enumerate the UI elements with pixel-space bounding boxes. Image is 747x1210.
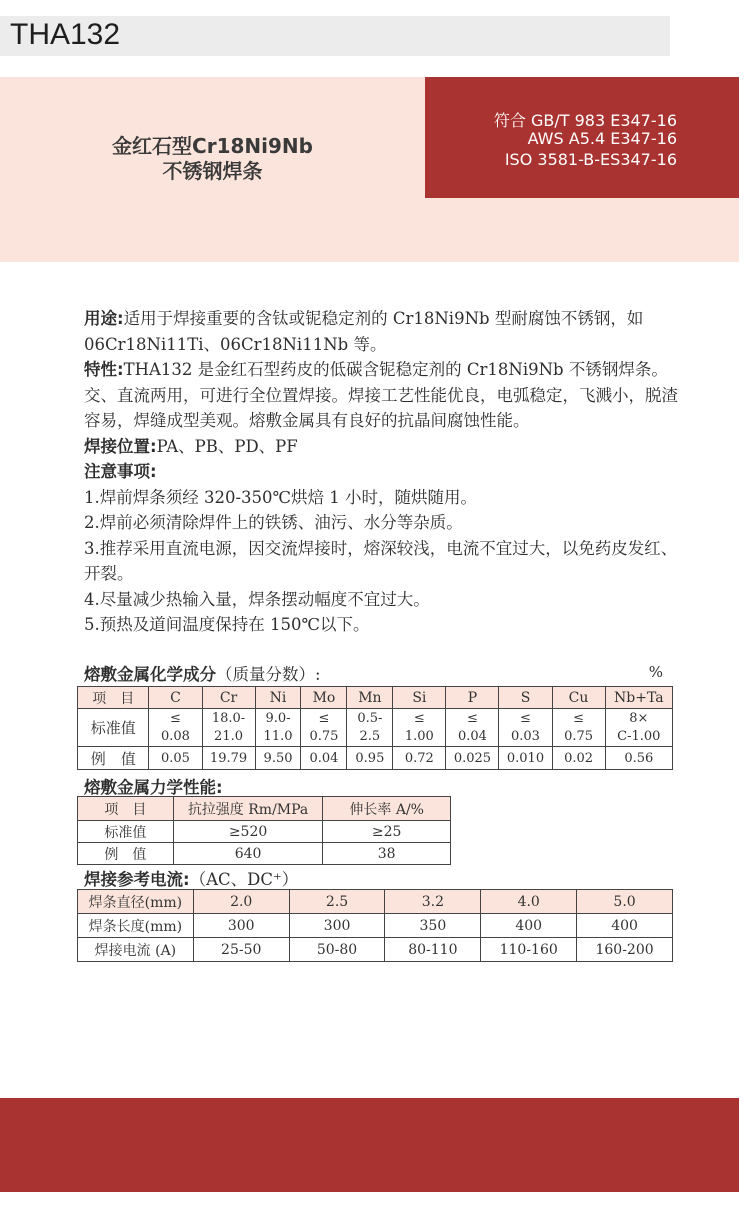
current-cell: 300 [193,914,289,938]
standard-bottom-cell: 0.03 [499,728,552,747]
standard-iso: ISO 3581-B-ES347-16 [504,150,677,169]
example-cell: 0.72 [393,747,446,770]
current-header-cell: 2.0 [193,890,289,914]
current-header-cell: 焊条直径(mm) [78,890,194,914]
current-title: 焊接参考电流: [84,870,190,889]
mechanical-cell: 38 [323,843,451,865]
current-header-row [78,890,673,914]
example-cell: 0.95 [347,747,393,770]
description-block [84,306,684,638]
chemical-standard-row-bottom [78,728,673,747]
chemical-example-row [78,747,673,770]
current-row [78,938,673,962]
chemical-header-cell: Mo [301,687,347,709]
product-name-line2: 不锈钢焊条 [162,159,263,183]
mechanical-header-cell: 伸长率 A/% [323,797,451,821]
mechanical-row [78,821,451,843]
standard-top-cell: 0.5- [347,709,393,728]
standard-bottom-cell: 0.75 [552,728,605,747]
mechanical-title: 熔敷金属力学性能: [84,778,223,797]
current-cell: 350 [385,914,481,938]
chemical-table [77,686,673,770]
current-cell: 300 [289,914,385,938]
percent-unit: % [648,663,663,681]
note-item: 4.尽量减少热输入量，焊条摆动幅度不宜过大。 [84,589,430,609]
mechanical-cell: 例 值 [78,843,174,865]
mechanical-section-title [84,774,223,798]
title-bar [0,16,670,56]
chemical-header-cell: 项 目 [78,687,149,709]
current-table [77,889,673,962]
current-cell: 焊条长度(mm) [78,914,194,938]
current-header-cell: 4.0 [481,890,577,914]
example-cell: 0.02 [552,747,605,770]
standard-label-cell: 标准值 [78,709,149,747]
mechanical-row [78,843,451,865]
chemical-header-cell: P [446,687,499,709]
standard-top-cell: 18.0- [202,709,255,728]
chemical-header-cell: Nb+Ta [605,687,672,709]
standard-top-cell: 8× [605,709,672,728]
chemical-header-cell: C [149,687,202,709]
current-cell: 80-110 [385,938,481,962]
chemical-section-title [84,661,321,685]
standard-bottom-cell: C-1.00 [605,728,672,747]
current-cell: 400 [577,914,673,938]
standards-box [425,77,739,198]
example-cell: 9.50 [255,747,301,770]
chemical-header-row [78,687,673,709]
standard-aws: AWS A5.4 E347-16 [527,129,677,148]
mechanical-header-cell: 项 目 [78,797,174,821]
standard-bottom-cell: 0.75 [301,728,347,747]
current-header-cell: 5.0 [577,890,673,914]
footer-band [0,1098,739,1192]
mechanical-cell: 标准值 [78,821,174,843]
mechanical-header-cell: 抗拉强度 Rm/MPa [173,797,323,821]
example-cell: 0.04 [301,747,347,770]
note-item: 1.焊前焊条须经 320-350℃烘焙 1 小时，随烘随用。 [84,487,477,507]
current-cell: 110-160 [481,938,577,962]
chemical-title: 熔敷金属化学成分 [84,665,216,684]
example-cell: 0.025 [446,747,499,770]
positions-paragraph [84,434,684,460]
current-cell: 25-50 [193,938,289,962]
current-cell: 50-80 [289,938,385,962]
chemical-subtitle: （质量分数）: [216,665,321,684]
standard-top-cell: ≤ [552,709,605,728]
chemical-header-cell: Cr [202,687,255,709]
mechanical-cell: ≥520 [173,821,323,843]
notes-label: 注意事项: [84,462,157,481]
current-subtitle: （AC、DC⁺） [189,870,299,889]
current-header-cell: 2.5 [289,890,385,914]
note-item: 5.预热及道间温度保持在 150℃以下。 [84,615,370,634]
note-item: 2.焊前必须清除焊件上的铁锈、油污、水分等杂质。 [84,513,463,532]
features-text: THA132 是金红石型药皮的低碳含铌稳定剂的 Cr18Ni9Nb 不锈钢焊条。交、直流两用，可进行全位置焊接。焊接工艺性能优良，电弧稳定，飞溅小，脱渣容易，焊缝成型美观。熔敷金属具有良好的抗晶间腐蚀性能。 [84,360,678,430]
usage-paragraph [84,306,684,357]
mechanical-table [77,796,451,865]
usage-text: 适用于焊接重要的含钛或铌稳定剂的 Cr18Ni9Nb 型耐腐蚀不锈钢，如 06Cr18Ni11Ti、06Cr18Ni11Nb 等。 [84,309,644,354]
chemical-header-cell: Ni [255,687,301,709]
standard-top-cell: ≤ [301,709,347,728]
mechanical-cell: 640 [173,843,323,865]
features-label: 特性: [84,360,124,379]
current-cell: 400 [481,914,577,938]
chemical-header-cell: S [499,687,552,709]
standard-bottom-cell: 1.00 [393,728,446,747]
standard-top-cell: 9.0- [255,709,301,728]
product-name [0,134,425,184]
standard-bottom-cell: 2.5 [347,728,393,747]
mechanical-header-row [78,797,451,821]
standard-bottom-cell: 0.08 [149,728,202,747]
usage-label: 用途: [84,309,124,328]
header-band [0,77,739,262]
example-cell: 0.56 [605,747,672,770]
standard-gb: 符合 GB/T 983 E347-16 [493,111,677,130]
standard-top-cell: ≤ [393,709,446,728]
current-cell: 焊接电流 (A) [78,938,194,962]
notes-paragraph [84,459,684,485]
mechanical-cell: ≥25 [323,821,451,843]
current-row [78,914,673,938]
current-section-title [84,866,298,890]
example-cell: 0.010 [499,747,552,770]
positions-text: PA、PB、PD、PF [156,436,298,456]
chemical-header-cell: Mn [347,687,393,709]
example-label-cell: 例 值 [78,747,149,770]
chemical-header-cell: Si [393,687,446,709]
current-header-cell: 3.2 [385,890,481,914]
standard-top-cell: ≤ [149,709,202,728]
current-cell: 160-200 [577,938,673,962]
standard-bottom-cell: 21.0 [202,728,255,747]
standard-bottom-cell: 11.0 [255,728,301,747]
standard-top-cell: ≤ [446,709,499,728]
positions-label: 焊接位置: [84,436,157,456]
product-code-title: THA132 [10,18,121,51]
example-cell: 0.05 [149,747,202,770]
product-name-line1: 金红石型Cr18Ni9Nb [112,134,313,158]
standard-top-cell: ≤ [499,709,552,728]
chemical-header-cell: Cu [552,687,605,709]
note-item: 3.推荐采用直流电源，因交流焊接时，熔深较浅，电流不宜过大，以免药皮发红、开裂。 [84,538,678,583]
features-paragraph [84,357,684,434]
chemical-standard-row-top [78,709,673,728]
standard-bottom-cell: 0.04 [446,728,499,747]
example-cell: 19.79 [202,747,255,770]
